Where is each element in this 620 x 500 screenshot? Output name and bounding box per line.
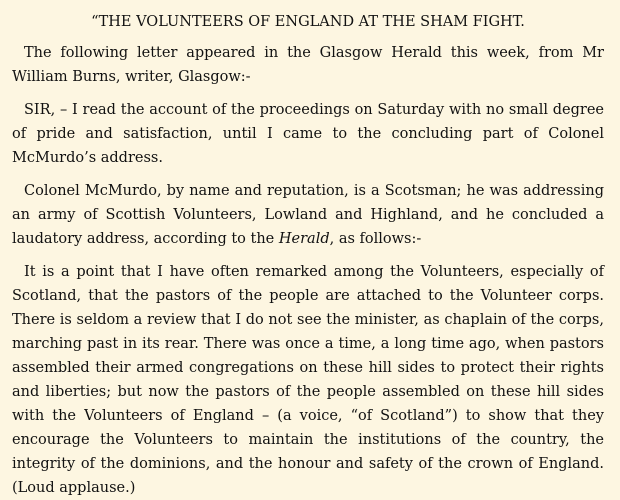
letter-salutation-paragraph: SIR, – I read the account of the proceedings on Saturday with no small degree of pride and satisfaction, until I came to the concluding part of Colonel McMurdo’s address.	[12, 102, 604, 166]
colonel-paragraph	[12, 179, 604, 251]
quoted-address-paragraph: It is a point that I have often remarked among the Volunteers, especially of Scotland, that the pastors of the people are attached to the Volunteer corps. There is seldom a review that I do not see the minister, as chaplain of the corps, marching past in its rear. There was once a time, a long time ago, when pastors assembled their armed congregations on these hill sides to protect their rights and liberties; but now the pastors of the people assembled on these hill sides with the Volunteers of England – (a voice, “of Scotland”) to show that they encourage the Volunteers to maintain the institutions of the country, the integrity of the dominions, and the honour and safety of the crown of England. (Loud applause.)	[12, 264, 604, 496]
colonel-paragraph-text: Colonel McMurdo, by name and reputation, is a Scotsman; he was addressing an army of Scottish Volunteers, Lowland and Highland, and he concluded a laudatory address, according to the	[12, 183, 604, 247]
colonel-paragraph-ending: , as follows:-	[329, 231, 422, 247]
article-title: “THE VOLUNTEERS OF ENGLAND AT THE SHAM FIGHT.	[91, 14, 525, 30]
herald-italic: Herald	[278, 231, 330, 247]
intro-paragraph: The following letter appeared in the Glasgow Herald this week, from Mr William Burns, writer, Glasgow:-	[12, 45, 604, 85]
